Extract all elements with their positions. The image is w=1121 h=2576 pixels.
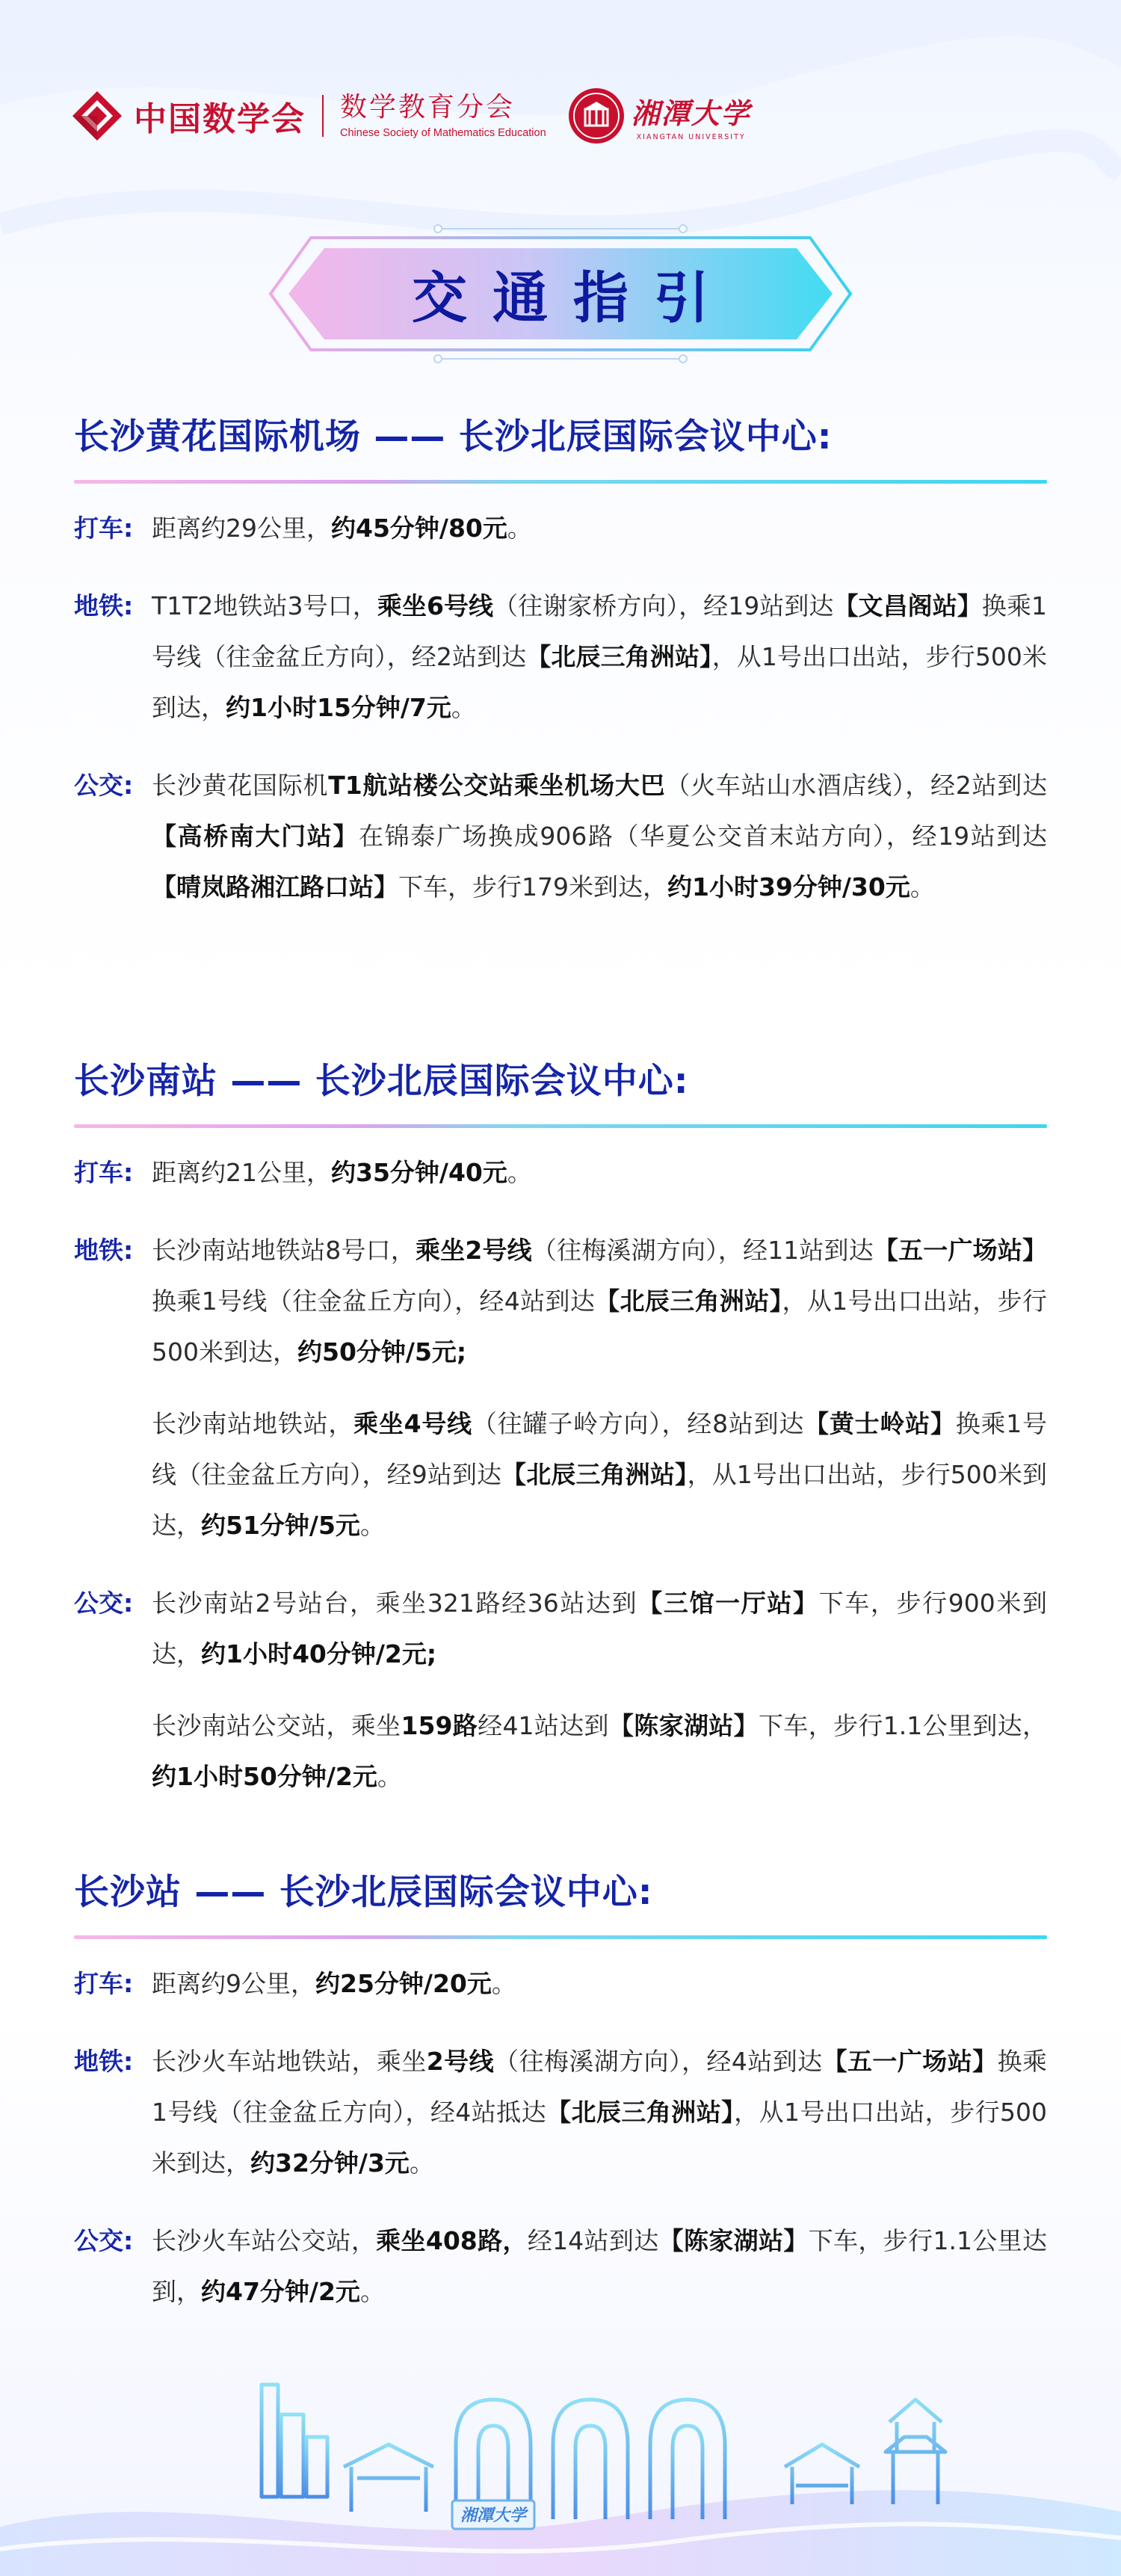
route-mode-label: 地铁: <box>74 2047 134 2076</box>
route-text: 。 <box>359 1511 385 1540</box>
route-text: （往梅溪湖方向），经4站到达 <box>494 2047 823 2076</box>
route-text: 经41站达到 <box>478 1711 609 1740</box>
route-text: 换乘1号线（往金盆丘方向），经2站到达 <box>152 591 1047 671</box>
route-entry <box>74 1578 1047 1680</box>
route-highlight: 2号线 <box>426 2047 495 2076</box>
section-changsha-south <box>74 1061 1048 1802</box>
route-highlight: 乘坐4号线 <box>353 1409 472 1438</box>
route-highlight: 约51分钟/5元 <box>201 1511 360 1540</box>
route-text: 下车，步行179米到达， <box>398 872 667 902</box>
route-text: 下车，步行1.1公里到达， <box>759 1711 1048 1740</box>
route-highlight: T1航站楼公交站乘坐机场大巴 <box>328 771 666 800</box>
xtu-seal-icon <box>567 87 626 145</box>
route-description <box>152 1959 1047 2009</box>
route-text: 。 <box>507 514 532 543</box>
route-mode-label: 地铁: <box>74 591 134 620</box>
footer-skyline-illustration <box>0 2355 1121 2576</box>
route-entry <box>74 2216 1047 2317</box>
route-description <box>152 1399 1047 1551</box>
route-text: 。 <box>507 1158 532 1187</box>
route-description <box>152 2036 1047 2189</box>
route-text: 。 <box>910 872 935 902</box>
route-highlight: 约47分钟/2元 <box>201 2277 360 2306</box>
route-text: 换乘1号线（往金盆丘方向），经9站到达 <box>152 1409 1048 1489</box>
route-text: （火车站山水酒店线），经2站到达 <box>665 771 1047 800</box>
route-text: 在锦泰广场换成906路（华夏公交首末站方向），经19站到达 <box>358 822 1048 851</box>
route-text: ，从1号出口出站，步行500米到达， <box>152 2098 1048 2178</box>
xtu-text-block <box>631 90 751 141</box>
route-text: 。 <box>409 2148 434 2178</box>
route-text: ，从1号出口出站，步行500米到达， <box>152 642 1048 722</box>
cms-name: 中国数学会 <box>134 100 306 138</box>
cms-logo <box>71 90 306 142</box>
route-text: 长沙南站公交站，乘坐 <box>152 1711 401 1740</box>
route-text: （往谢家桥方向），经19站到达 <box>493 591 834 620</box>
route-text: （往梅溪湖方向），经11站到达 <box>531 1236 874 1265</box>
route-highlight: 【北辰三角洲站】 <box>595 1287 782 1316</box>
route-text: 长沙南站2号站台，乘坐321路经36站达到 <box>152 1589 638 1618</box>
branch-name-block <box>340 93 546 139</box>
route-text: 距离约21公里， <box>152 1158 331 1187</box>
route-text: 换乘1号线（往金盆丘方向），经4站抵达 <box>152 2047 1048 2127</box>
route-entry <box>74 503 1047 554</box>
route-highlight: 【高桥南大门站】 <box>152 822 359 851</box>
route-entry <box>74 1701 1047 1802</box>
route-description <box>152 1147 1047 1198</box>
xtu-logo <box>567 87 751 145</box>
route-text: 长沙火车站地铁站，乘坐 <box>152 2047 427 2076</box>
xtu-name: 湘潭大学 <box>631 96 751 130</box>
route-text: ，从1号出口出站，步行500米到达， <box>152 1287 1047 1366</box>
route-highlight: 【北辰三角洲站】 <box>526 642 712 671</box>
route-text: 。 <box>359 2277 385 2306</box>
route-text: 长沙火车站公交站， <box>152 2226 377 2255</box>
route-text: 。 <box>451 693 476 722</box>
route-text: 下车，步行1.1公里达到， <box>152 2226 1048 2306</box>
route-text: （往罐子岭方向），经8站到达 <box>472 1409 805 1438</box>
cms-diamond-icon <box>71 90 123 142</box>
title-banner <box>266 223 855 365</box>
route-highlight: 【五一广场站】 <box>822 2047 998 2076</box>
route-highlight: 约1小时40分钟/2元; <box>201 1639 437 1668</box>
route-entry <box>74 1225 1047 1378</box>
route-highlight: 【黄士岭站】 <box>804 1409 956 1438</box>
route-entry <box>74 760 1047 913</box>
route-entry <box>74 2036 1047 2189</box>
route-highlight: 【北辰三角洲站】 <box>501 1460 688 1489</box>
route-description <box>152 2216 1047 2317</box>
route-highlight: 约50分钟/5元; <box>297 1337 467 1366</box>
route-entry <box>74 1147 1047 1198</box>
route-mode-label: 打车: <box>74 514 134 543</box>
route-text: ，从1号出口出站，步行500米到达， <box>152 1460 1048 1540</box>
section-airport <box>74 416 1048 913</box>
route-mode-label: 打车: <box>74 1158 134 1187</box>
route-entry <box>74 1399 1047 1551</box>
route-description <box>152 581 1047 733</box>
route-mode-label: 公交: <box>74 1589 134 1618</box>
section-changsha-station <box>74 1872 1048 2317</box>
route-highlight: 【三馆一厅站】 <box>637 1589 819 1618</box>
route-highlight: 乘坐2号线 <box>416 1236 532 1265</box>
route-description <box>152 1225 1047 1378</box>
route-text: 长沙黄花国际机 <box>152 771 329 800</box>
branch-name: 数学教育分会 <box>340 92 516 123</box>
route-highlight: 乘坐408路， <box>376 2226 528 2255</box>
header-logos <box>71 78 751 153</box>
route-highlight: 约1小时15分钟/7元 <box>226 693 451 722</box>
route-highlight: 乘坐6号线 <box>377 591 494 620</box>
route-highlight: 【陈家湖站】 <box>658 2226 809 2255</box>
route-description <box>152 760 1047 913</box>
route-entry <box>74 1959 1047 2009</box>
route-highlight: 约32分钟/3元 <box>250 2148 410 2178</box>
route-highlight: 约35分钟/40元 <box>331 1158 507 1187</box>
route-text: 长沙南站地铁站， <box>152 1409 354 1438</box>
route-text: 经14站到达 <box>527 2226 659 2255</box>
section-title: 长沙黄花国际机场 —— 长沙北辰国际会议中心: <box>74 416 833 457</box>
branch-name-en: Chinese Society of Mathematics Education <box>340 126 546 139</box>
route-mode-label: 打车: <box>74 1969 134 1998</box>
header-separator <box>322 95 324 137</box>
route-highlight: 159路 <box>401 1711 478 1740</box>
route-highlight: 约1小时50分钟/2元 <box>152 1762 377 1791</box>
route-text: 距离约9公里， <box>152 1969 315 1998</box>
footer-gate-text: 湘潭大学 <box>460 2506 527 2525</box>
route-description <box>152 503 1047 554</box>
route-highlight: 约1小时39分钟/30元 <box>667 872 910 902</box>
route-mode-label: 地铁: <box>74 1236 134 1265</box>
route-text: 长沙南站地铁站8号口， <box>152 1236 416 1265</box>
xtu-name-en: XIANGTAN UNIVERSITY <box>636 133 746 141</box>
route-text: 下车，步行900米到达， <box>152 1589 1047 1668</box>
route-highlight: 【五一广场站】 <box>873 1236 1047 1265</box>
route-text: T1T2地铁站3号口， <box>152 591 377 620</box>
section-title: 长沙南站 —— 长沙北辰国际会议中心: <box>74 1061 689 1102</box>
route-description <box>152 1701 1047 1802</box>
route-text: 。 <box>377 1762 402 1791</box>
route-entry <box>74 581 1047 733</box>
route-mode-label: 公交: <box>74 2226 134 2255</box>
route-highlight: 【晴岚路湘江路口站】 <box>152 872 398 902</box>
route-highlight: 【北辰三角洲站】 <box>546 2098 735 2127</box>
route-description <box>152 1578 1047 1680</box>
route-highlight: 【陈家湖站】 <box>608 1711 759 1740</box>
route-text: 换乘1号线（往金盆丘方向），经4站到达 <box>152 1287 596 1316</box>
route-highlight: 【文昌阁站】 <box>833 591 982 620</box>
route-text: 。 <box>491 1969 516 1998</box>
route-mode-label: 公交: <box>74 771 134 800</box>
section-title: 长沙站 —— 长沙北辰国际会议中心: <box>74 1872 653 1913</box>
route-text: 距离约29公里， <box>152 514 331 543</box>
banner-title: 交通指引 <box>412 266 735 330</box>
route-highlight: 约45分钟/80元 <box>331 514 507 543</box>
route-highlight: 约25分钟/20元 <box>315 1969 492 1998</box>
